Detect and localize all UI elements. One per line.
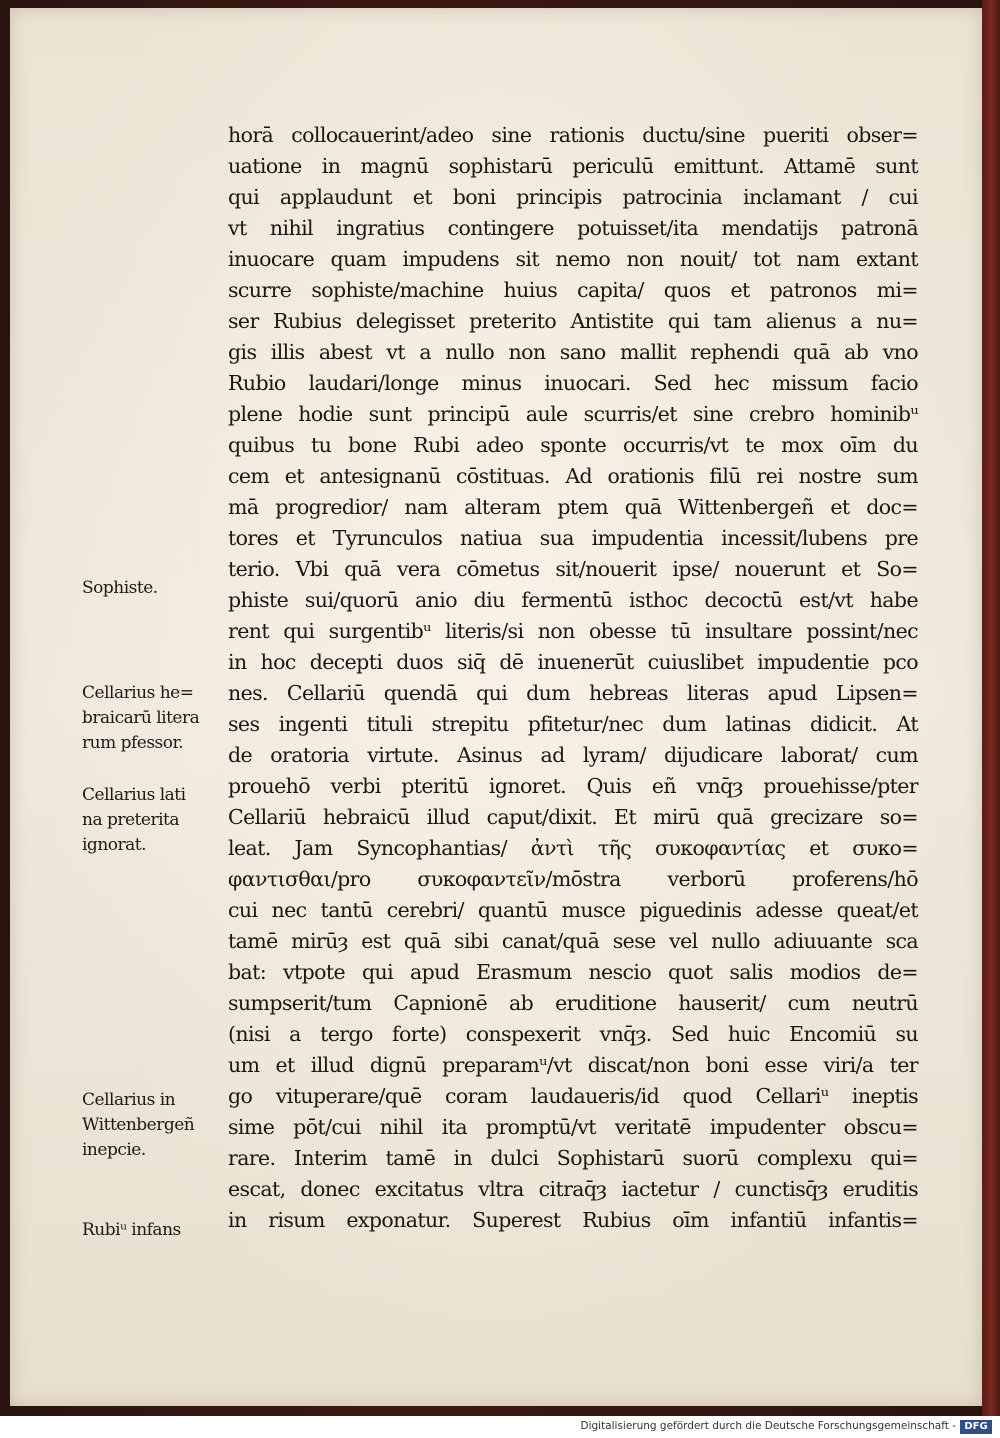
- text-line: plene hodie sunt principū aule scurris/et sine crebro hominibᵘ: [228, 402, 918, 426]
- text-line: horā collocauerint/adeo sine rationis ductu/sine pueriti obser=: [228, 123, 918, 147]
- text-line: cui nec tantū cerebri/ quantū musce piguedinis adesse queat/et: [228, 898, 918, 922]
- text-line: gis illis abest vt a nullo non sano mallit rephendi quā ab vno: [228, 340, 918, 364]
- text-line: terio. Vbi quā vera cōmetus sit/nouerit ipse/ nouerunt et So=: [228, 557, 918, 581]
- text-line: uatione in magnū sophistarū periculū emittunt. Attamē sunt: [228, 154, 918, 178]
- text-line: phiste sui/quorū anio diu fermentū isthoc decoctū est/vt habe: [228, 588, 918, 612]
- book-binding-edge: [982, 0, 1000, 1416]
- text-line: sumpserit/tum Capnionē ab eruditione hauserit/ cum neutrū: [228, 991, 918, 1015]
- margin-note-cellarius-latina: Cellarius lati na preterita ignorat.: [82, 785, 186, 855]
- text-line: inuocare quam impudens sit nemo non nouit/ tot nam extant: [228, 247, 918, 271]
- funding-credit: Digitalisierung gefördert durch die Deutsche Forschungsgemeinschaft -: [580, 1420, 956, 1432]
- text-line: quibus tu bone Rubi adeo sponte occurris/vt te mox oīm du: [228, 433, 918, 457]
- text-line: rent qui surgentibᵘ literis/si non obesse tū insultare possint/nec: [228, 619, 918, 643]
- text-line: ses ingenti tituli strepitu pfitetur/nec dum latinas didicit. At: [228, 712, 918, 736]
- text-line: rare. Interim tamē in dulci Sophistarū suorū complexu qui=: [228, 1146, 918, 1170]
- text-line: (nisi a tergo forte) conspexerit vnq̄ȝ. Sed huic Encomiū su: [228, 1022, 918, 1046]
- text-line: bat: vtpote qui apud Erasmum nescio quot salis modios de=: [228, 960, 918, 984]
- text-line: sime pōt/cui nihil ita promptū/vt veritatē impudenter obscu=: [228, 1115, 918, 1139]
- main-text-block: [228, 120, 918, 1236]
- text-line: tamē mirūȝ est quā sibi canat/quā sese vel nullo adiuuante sca: [228, 929, 918, 953]
- text-line: in risum exponatur. Superest Rubius oīm infantiū infantis=: [228, 1208, 918, 1232]
- text-line: go vituperare/quē coram laudaueris/id quod Cellariᵘ ineptis: [228, 1084, 918, 1108]
- text-line: leat. Jam Syncophantias/ ἀντὶ τῆς συκοφαντίας et συκο=: [228, 836, 918, 860]
- margin-note-cellarius-hebraicarum: Cellarius he= braicarū litera rum pfessor.: [82, 683, 200, 753]
- text-line: um et illud dignū preparamᵘ/vt discat/non boni esse viri/a ter: [228, 1053, 918, 1077]
- text-line: tores et Tyrunculos natiua sua impudentia incessit/lubens pre: [228, 526, 918, 550]
- text-line: cem et antesignanū cōstituas. Ad orationis filū rei nostre sum: [228, 464, 918, 488]
- text-line: de oratoria virtute. Asinus ad lyram/ dijudicare laborat/ cum: [228, 743, 918, 767]
- text-line: prouehō verbi pteritū ignoret. Quis eñ vnq̄ȝ prouehisse/pter: [228, 774, 918, 798]
- text-line: vt nihil ingratius contingere potuisset/ita mendatijs patronā: [228, 216, 918, 240]
- footer-bar: [0, 1416, 1000, 1438]
- text-line: escat, donec excitatus vltra citraq̄ȝ iactetur / cunctisq̄ȝ eruditis: [228, 1177, 918, 1201]
- text-line: qui applaudunt et boni principis patrocinia inclamant / cui: [228, 185, 918, 209]
- margin-note-sophiste: Sophiste.: [82, 578, 158, 598]
- text-line: mā progredior/ nam alteram ptem quā Wittenbergeñ et doc=: [228, 495, 918, 519]
- text-line: ser Rubius delegisset preterito Antistite qui tam alienus a nu=: [228, 309, 918, 333]
- book-page: [10, 8, 982, 1406]
- text-line: Rubio laudari/longe minus inuocari. Sed hec missum facio: [228, 371, 918, 395]
- text-line: Cellariū hebraicū illud caput/dixit. Et mirū quā grecizare so=: [228, 805, 918, 829]
- dfg-logo: DFG: [960, 1420, 992, 1434]
- text-line: φαντισθαι/pro συκοφαντεῖν/mōstra verborū proferens/hō: [228, 867, 918, 891]
- text-line: in hoc decepti duos siq̄ dē inuenerūt cuiuslibet impudentie pco: [228, 650, 918, 674]
- text-line: nes. Cellariū quendā qui dum hebreas literas apud Lipsen=: [228, 681, 918, 705]
- margin-note-cellarius-wittenberg: Cellarius in Wittenbergeñ inepcie.: [82, 1090, 195, 1160]
- text-line: scurre sophiste/machine huius capita/ quos et patronos mi=: [228, 278, 918, 302]
- margin-note-rubius: Rubiᵘ infans: [82, 1220, 181, 1240]
